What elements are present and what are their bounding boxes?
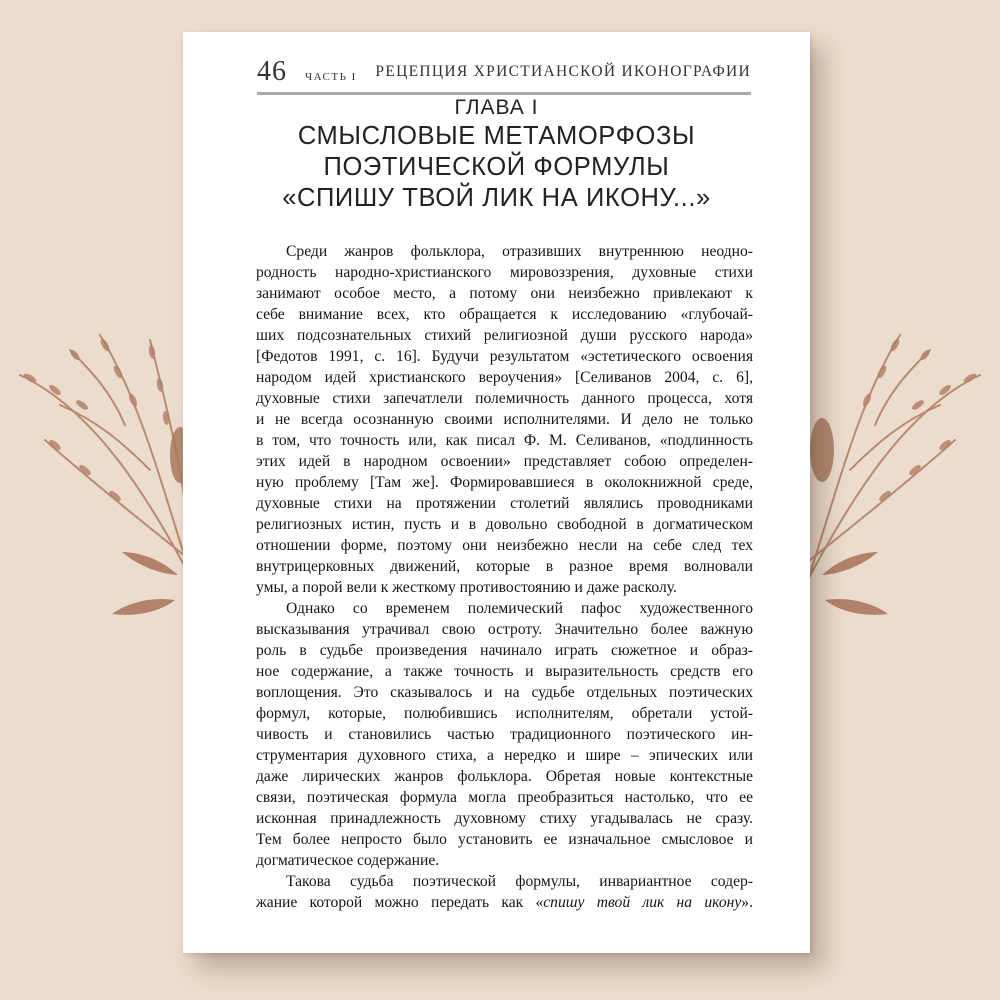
text-line: чивость и становились частью традиционного поэтического ин- <box>256 726 753 743</box>
part-label: ЧАСТЬ I <box>305 71 357 83</box>
text-line: отношении форме, поэтому они неизбежно несли на себе след тех <box>256 537 753 554</box>
left-leaves <box>112 427 190 615</box>
text-fragment: жание которой можно передать как « <box>256 894 544 911</box>
text-line: Однако со временем полемический пафос художественного <box>286 600 753 617</box>
text-line <box>256 892 753 913</box>
page-number: 46 <box>257 56 287 87</box>
chapter-title-line: ПОЭТИЧЕСКОЙ ФОРМУЛЫ <box>323 153 670 181</box>
book-page <box>183 32 810 953</box>
text-line: [Федотов 1991, с. 16]. Будучи результатом «эстетического освоения <box>256 348 753 365</box>
text-line: формул, которые, полюбившись исполнителям, обретали устой- <box>256 705 753 722</box>
text-line: духовные стихи на протяжении столетий являлись проводниками <box>256 495 753 512</box>
chapter-label: ГЛАВА I <box>454 96 539 119</box>
text-line: Такова судьба поэтической формулы, инвариантное содер- <box>286 873 753 890</box>
paragraph-1 <box>256 241 753 598</box>
chapter-title-line: СМЫСЛОВЫЕ МЕТАМОРФОЗЫ <box>297 122 696 150</box>
text-line: даже лирических жанров фольклора. Обретая новые контекстные <box>256 768 753 785</box>
text-line: народом идей христианского вероучения» [Селиванов 2004, с. 6], <box>256 369 753 386</box>
text-line: в том, что точность или, как писал Ф. М. Селиванов, «подлинность <box>256 432 753 449</box>
running-head <box>257 52 751 95</box>
text-line: ную проблему [Там же]. Формировавшиеся в околокнижной среде, <box>256 474 753 491</box>
text-line: родность народно-христианского мировоззрения, духовные стихи <box>256 264 753 281</box>
text-line: догматическое содержание. <box>256 852 440 869</box>
text-line: себе внимание всех, кто обращается к исследованию «глубочай- <box>256 306 753 323</box>
body-text <box>256 241 753 913</box>
paragraph-2 <box>256 598 753 871</box>
text-line: струментария духовного стиха, а нередко и шире – эпических или <box>256 747 753 764</box>
text-line: Тем более непросто было установить ее изначальное смысловое и <box>256 831 753 848</box>
chapter-title-line: «СПИШУ ТВОЙ ЛИК НА ИКОНУ...» <box>282 184 711 212</box>
paragraph-3 <box>256 871 753 913</box>
text-line: внутрицерковных движений, которые в разное время волновали <box>256 558 753 575</box>
chapter-title <box>183 121 810 214</box>
text-line: роль в судьбе произведения начинало играть сюжетное и образ- <box>256 642 753 659</box>
text-line: связи, поэтическая формула могла преобразиться настолько, что ее <box>256 789 753 806</box>
text-line: воплощения. Это сказывалось и на судьбе отдельных поэтических <box>256 684 753 701</box>
text-line: исконная принадлежность духовному стиху угадывалась не сразу. <box>256 810 753 827</box>
right-branch-stems <box>808 335 980 580</box>
italic-quote: спишу твой лик на икону <box>543 894 742 911</box>
text-line: религиозных истин, пусть и в довольно свободной в догматическом <box>256 516 753 533</box>
text-line: этих идей в народном освоении» представляет собою определен- <box>256 453 753 470</box>
left-branch-buds <box>22 337 170 502</box>
text-line: занимают особое место, а потому они неизбежно привлекают к <box>256 285 753 302</box>
text-line: Среди жанров фольклора, отразивших внутреннюю неодно- <box>286 243 753 260</box>
text-line: и не всегда осознанную своими исполнителями. И дело не только <box>256 411 753 428</box>
right-branch-buds <box>861 337 977 502</box>
left-branch-stems <box>20 335 192 580</box>
text-line: ших подсознательных стихий религиозной души русского народа» <box>256 327 753 344</box>
text-line: умы, а порой вели к жесткому противостоянию и даже расколу. <box>256 579 677 596</box>
text-line: ное содержание, а также точность и выразительность средств его <box>256 663 753 680</box>
text-line: высказывания утрачивал свою остроту. Значительно более важную <box>256 621 753 638</box>
text-line: духовные стихи запечатлели полемичность данного процесса, хотя <box>256 390 753 407</box>
text-fragment: ». <box>741 894 753 911</box>
running-head-title: РЕЦЕПЦИЯ ХРИСТИАНСКОЙ ИКОНОГРАФИИ <box>375 63 751 80</box>
